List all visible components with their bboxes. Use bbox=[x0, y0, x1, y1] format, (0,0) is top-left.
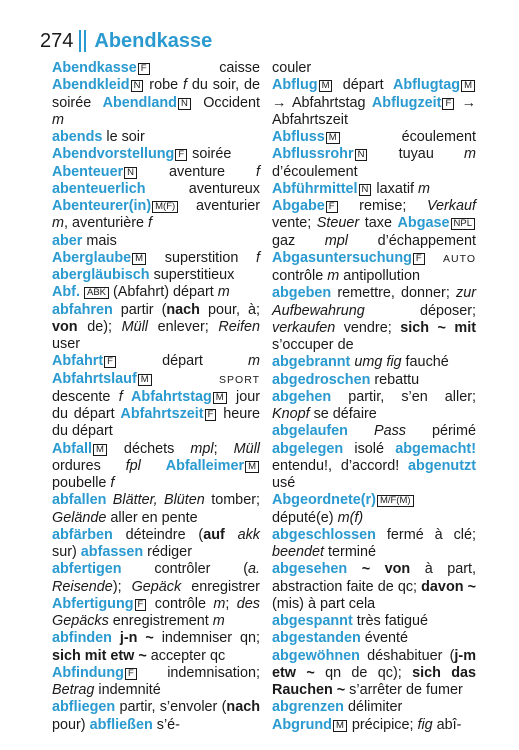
bold-text: ~ von bbox=[361, 561, 411, 578]
entry-text: déchets bbox=[107, 440, 191, 457]
headword: Abfahrtszeit bbox=[120, 406, 204, 422]
headword: Abfalleimer bbox=[165, 457, 245, 474]
dictionary-entry bbox=[272, 613, 476, 630]
gender-box: M bbox=[138, 374, 152, 386]
italic-text: akk bbox=[237, 526, 261, 543]
entry-text: fauché bbox=[401, 354, 449, 371]
italic-text: des Gepäcks bbox=[52, 595, 260, 629]
entry-text bbox=[141, 458, 166, 474]
entry-text: écoulement bbox=[340, 129, 476, 145]
italic-text: fig bbox=[417, 716, 433, 733]
italic-text: m bbox=[52, 111, 64, 128]
dictionary-entry bbox=[272, 389, 476, 424]
entry-text: taxe bbox=[359, 215, 398, 232]
entry-text: entendu!, d’accord! bbox=[272, 457, 409, 474]
gender-box: F bbox=[175, 149, 187, 161]
headword: Abenteurer(in) bbox=[52, 198, 152, 214]
entry-text: robe bbox=[144, 77, 183, 94]
dictionary-entry bbox=[52, 492, 260, 527]
italic-text: f bbox=[256, 163, 260, 180]
dictionary-entry bbox=[272, 527, 476, 562]
dictionary-entry bbox=[52, 129, 260, 146]
entry-text: (Abfahrt) départ bbox=[109, 284, 218, 301]
headword: abgehen bbox=[272, 388, 332, 405]
headword: Abendkleid bbox=[52, 77, 130, 94]
headword: abergläubisch bbox=[52, 267, 150, 283]
headword: abgeben bbox=[272, 285, 332, 302]
entry-text: d’échappement bbox=[348, 232, 476, 249]
dictionary-entry bbox=[52, 699, 260, 734]
headword: abgemacht! bbox=[395, 440, 476, 457]
bold-text: j-n ~ bbox=[119, 630, 154, 647]
headword: abgestanden bbox=[272, 630, 361, 647]
headword: Abendvorstellung bbox=[52, 146, 175, 163]
dictionary-entry bbox=[272, 717, 476, 734]
bold-text: nach bbox=[226, 699, 260, 716]
entry-text: remise; bbox=[338, 198, 427, 214]
headword: abgelaufen bbox=[272, 423, 348, 440]
italic-text: m(f) bbox=[337, 509, 364, 526]
page-number: 274 bbox=[40, 29, 74, 52]
entry-text: tomber; bbox=[204, 492, 260, 509]
italic-text: a. Reisende bbox=[52, 561, 260, 595]
bold-text: nach bbox=[166, 301, 200, 318]
headword: abgespannt bbox=[272, 613, 353, 629]
dictionary-entry bbox=[272, 423, 476, 492]
headword: Abfluss bbox=[272, 129, 325, 145]
italic-text: Verkauf bbox=[426, 198, 476, 214]
entry-text: descente bbox=[52, 388, 119, 405]
entry-text: rebattu bbox=[370, 371, 420, 388]
entry-text: député(e) bbox=[272, 509, 338, 526]
headword: Abenteuer bbox=[52, 163, 124, 180]
headword: Abfall bbox=[52, 440, 92, 457]
italic-text: Betrag bbox=[52, 682, 95, 698]
entry-text: enregistrer bbox=[181, 578, 260, 595]
headword: abends bbox=[52, 129, 103, 145]
gender-box: F bbox=[104, 356, 116, 368]
gender-box: N bbox=[178, 98, 191, 110]
headword: aber bbox=[52, 232, 83, 249]
dictionary-entry bbox=[52, 284, 260, 301]
dictionary-entry bbox=[52, 233, 260, 250]
entry-text: de); bbox=[77, 318, 122, 335]
headword: abfahren bbox=[52, 301, 113, 318]
entry-text: ; bbox=[213, 440, 234, 457]
entry-text: sur) bbox=[52, 544, 81, 560]
gender-box: M bbox=[333, 720, 347, 732]
gender-box: F bbox=[135, 599, 147, 611]
headword: abgedroschen bbox=[272, 371, 371, 388]
gender-box: F bbox=[138, 63, 150, 75]
dictionary-entry bbox=[272, 492, 476, 527]
italic-text: f bbox=[148, 215, 152, 232]
entry-text: pour) bbox=[52, 716, 90, 733]
entry-text: (mis) à part cela bbox=[272, 595, 376, 612]
dictionary-entry bbox=[52, 527, 260, 562]
headword: abgeschlossen bbox=[272, 526, 376, 543]
entry-text: aventurier bbox=[179, 198, 260, 214]
italic-text: verkaufen bbox=[272, 319, 336, 336]
right-column bbox=[272, 60, 476, 734]
headword: Abführmittel bbox=[272, 180, 358, 197]
entry-text: qn de qc); bbox=[314, 664, 413, 681]
gender-box: N bbox=[359, 184, 372, 196]
entry-text: fermé à clé; bbox=[375, 526, 476, 543]
dictionary-entry bbox=[272, 129, 476, 181]
dictionary-entry bbox=[272, 372, 476, 389]
dictionary-entry bbox=[52, 353, 260, 440]
headword: Aberglaube bbox=[52, 249, 132, 266]
entry-text bbox=[225, 527, 238, 543]
dictionary-entry bbox=[272, 354, 476, 371]
headword: abgelegen bbox=[272, 440, 344, 457]
gender-box: M bbox=[213, 392, 227, 404]
entry-text: pour, à; bbox=[199, 301, 260, 318]
italic-text: m bbox=[418, 180, 431, 197]
entry-text: se défaire bbox=[309, 406, 377, 422]
dictionary-entry bbox=[52, 665, 260, 700]
italic-text: mpl bbox=[190, 440, 214, 457]
headword: abfinden bbox=[52, 630, 112, 647]
left-column bbox=[52, 60, 260, 734]
headword: Abf. bbox=[52, 284, 80, 301]
entry-text: mais bbox=[82, 232, 117, 249]
dictionary-entry bbox=[272, 630, 476, 647]
entry-text: vendre; bbox=[335, 319, 401, 336]
italic-text: Pass bbox=[373, 423, 406, 440]
italic-text: f bbox=[118, 388, 123, 405]
headword: abfliegen bbox=[52, 699, 116, 716]
bold-text: davon ~ bbox=[421, 578, 477, 595]
header-divider bbox=[79, 30, 86, 52]
entry-text: départ bbox=[333, 77, 393, 94]
entry-text: s’occuper de bbox=[272, 337, 354, 353]
gender-box: M bbox=[319, 80, 333, 92]
italic-text: Reifen bbox=[218, 318, 260, 335]
headword: abfassen bbox=[80, 544, 144, 560]
entry-text: indemniser qn; bbox=[153, 630, 261, 647]
italic-text: Blätter, Blüten bbox=[112, 492, 205, 509]
headword: Abgrund bbox=[272, 716, 332, 733]
entry-text: s’arrêter de fumer bbox=[345, 682, 463, 698]
entry-text: partir ( bbox=[112, 301, 167, 318]
entry-text: partir, s’envoler ( bbox=[115, 699, 227, 716]
italic-text: m bbox=[248, 353, 260, 370]
entry-text: aller en pente bbox=[106, 509, 198, 526]
italic-text: Gepäck bbox=[131, 578, 182, 595]
entry-text: → Abfahrtstag bbox=[272, 94, 372, 111]
headword: abgewöhnen bbox=[272, 647, 360, 664]
entry-text: contrôler ( bbox=[121, 561, 248, 578]
italic-text: m bbox=[52, 215, 64, 232]
bold-text: auf bbox=[203, 526, 225, 543]
entry-text: laxatif bbox=[372, 180, 419, 197]
gender-box: NPL bbox=[451, 218, 475, 230]
italic-text: m bbox=[464, 146, 476, 163]
entry-text: vente; bbox=[272, 215, 317, 232]
entry-text: → Abfahrtszeit bbox=[272, 94, 476, 128]
italic-text: f bbox=[256, 249, 260, 266]
dictionary-entry bbox=[272, 285, 476, 354]
headword: Abflugtag bbox=[392, 77, 461, 94]
gender-box: M/F(M) bbox=[377, 495, 414, 507]
entry-text bbox=[347, 561, 362, 577]
dictionary-entry bbox=[52, 60, 260, 129]
dictionary-entry bbox=[52, 561, 260, 630]
headword: Abflugzeit bbox=[371, 94, 442, 111]
abbreviation-box: ABK bbox=[84, 287, 109, 299]
dictionary-entry bbox=[272, 77, 476, 129]
italic-text: Müll bbox=[233, 440, 260, 457]
entry-text: aventureux bbox=[145, 180, 260, 197]
entry-text: couler bbox=[272, 60, 312, 76]
italic-text: Knopf bbox=[272, 406, 310, 422]
gender-box: F bbox=[442, 98, 454, 110]
guideword: Abendkasse bbox=[94, 29, 213, 52]
dictionary-entry bbox=[52, 630, 260, 665]
entry-text: délimiter bbox=[343, 699, 403, 716]
gender-box: M bbox=[326, 132, 340, 144]
entry-text: déposer; bbox=[364, 302, 476, 319]
italic-text: Gelände bbox=[52, 509, 107, 526]
dictionary-entry bbox=[272, 699, 476, 716]
entry-text: superstitieux bbox=[149, 267, 235, 283]
entry-text: déshabituer ( bbox=[359, 647, 455, 664]
entry-text: Occident bbox=[191, 94, 260, 111]
headword: abenteuerlich bbox=[52, 180, 146, 197]
entry-text: gaz bbox=[272, 232, 325, 249]
entry-text: contrôle bbox=[272, 268, 328, 284]
entry-text: abî- bbox=[432, 716, 462, 733]
domain-label: AUTO bbox=[443, 252, 476, 265]
entry-text: d’écoulement bbox=[272, 163, 358, 180]
entry-text: à part, abstraction faite de qc; bbox=[272, 561, 477, 595]
dictionary-entry bbox=[272, 561, 476, 613]
entry-text: indemnité bbox=[94, 682, 161, 698]
bold-text: sich ~ mit bbox=[400, 319, 476, 336]
entry-text: user bbox=[52, 336, 80, 352]
entry-text: , aventurière bbox=[64, 215, 148, 232]
italic-text: Steuer bbox=[316, 215, 360, 232]
headword: abgenutzt bbox=[408, 457, 476, 474]
entry-text: indemnisation; bbox=[137, 664, 260, 681]
headword: abfallen bbox=[52, 492, 107, 509]
headword: abfließen bbox=[89, 716, 153, 733]
headword: abgebrannt bbox=[272, 354, 351, 371]
entry-text bbox=[112, 630, 120, 646]
italic-text: Müll bbox=[121, 318, 148, 335]
entry-text: isolé bbox=[343, 440, 396, 457]
entry-text: terminé bbox=[324, 544, 377, 560]
headword: Abgabe bbox=[272, 198, 325, 214]
dictionary-entry bbox=[52, 164, 260, 233]
entry-text: antipollution bbox=[339, 268, 421, 284]
italic-text: f bbox=[110, 475, 115, 491]
entry-text: enregistrement bbox=[108, 613, 213, 629]
gender-box: F bbox=[413, 253, 425, 265]
italic-text: m bbox=[327, 268, 340, 284]
gender-box: M bbox=[93, 444, 107, 456]
italic-text: umg fig bbox=[354, 354, 402, 371]
gender-box: F bbox=[326, 201, 338, 213]
gender-box: N bbox=[131, 80, 144, 92]
dictionary-entry bbox=[52, 250, 260, 285]
headword: Abgasuntersuchung bbox=[272, 249, 412, 266]
entry-text: superstition bbox=[147, 249, 256, 266]
entry-text: usé bbox=[272, 475, 296, 491]
dictionary-entry bbox=[52, 146, 260, 163]
entry-text: très fatigué bbox=[352, 613, 428, 629]
bold-text: sich mit etw ~ bbox=[52, 647, 147, 664]
headword: Abgase bbox=[397, 215, 450, 232]
dictionary-entry bbox=[272, 198, 476, 285]
entry-text: éventé bbox=[360, 630, 408, 647]
headword: Abfahrtstag bbox=[131, 388, 212, 405]
entry-text: contrôle bbox=[147, 595, 214, 612]
gender-box: M bbox=[245, 461, 259, 473]
headword: Abendkasse bbox=[52, 60, 137, 76]
entry-text: le soir bbox=[102, 129, 145, 145]
entry-text: remettre, donner; bbox=[331, 285, 456, 302]
entry-text: ; bbox=[225, 595, 237, 612]
headword: Abgeordnete(r) bbox=[272, 492, 376, 509]
italic-text: f bbox=[182, 77, 187, 94]
entry-text: s’é- bbox=[152, 716, 180, 733]
headword: Abflug bbox=[272, 77, 318, 94]
italic-text: m bbox=[217, 284, 230, 301]
entry-text: rédiger bbox=[143, 544, 192, 560]
entry-text: départ bbox=[116, 353, 248, 370]
entry-text: tuyau bbox=[368, 146, 464, 163]
headword: Abfahrtslauf bbox=[52, 370, 137, 387]
bold-text: sich das Rauchen ~ bbox=[272, 664, 477, 698]
domain-label: SPORT bbox=[219, 373, 260, 386]
headword: abfertigen bbox=[52, 561, 122, 578]
dictionary-entry bbox=[52, 441, 260, 493]
entry-text: déteindre ( bbox=[112, 526, 204, 543]
entry-text bbox=[153, 371, 219, 387]
entry-text: périmé bbox=[405, 423, 476, 440]
gender-box: N bbox=[124, 167, 137, 179]
headword: Abflussrohr bbox=[272, 146, 354, 163]
entry-text: aventure bbox=[138, 163, 256, 180]
entry-text: du soir, de soirée bbox=[52, 77, 260, 111]
entry-text: accepter qc bbox=[146, 647, 226, 664]
bold-text: j-m etw ~ bbox=[272, 647, 476, 681]
italic-text: zur Aufbewahrung bbox=[272, 285, 476, 319]
entry-text bbox=[426, 250, 443, 266]
entry-text: ); bbox=[112, 578, 132, 595]
entry-text: enlever; bbox=[147, 318, 219, 335]
gender-box: M bbox=[132, 253, 146, 265]
italic-text: beendet bbox=[272, 544, 325, 560]
headword: abgesehen bbox=[272, 561, 348, 578]
dictionary-entry bbox=[52, 302, 260, 354]
italic-text: fpl bbox=[125, 457, 141, 474]
entry-text: caisse bbox=[150, 60, 260, 76]
entry-text bbox=[348, 423, 374, 439]
entry-text: ordures bbox=[52, 457, 126, 474]
headword: Abfindung bbox=[52, 664, 124, 681]
italic-text: mpl bbox=[324, 232, 348, 249]
gender-box: M bbox=[461, 80, 475, 92]
entry-text: soirée bbox=[188, 146, 232, 163]
entry-text bbox=[123, 389, 131, 405]
headword: abgrenzen bbox=[272, 699, 344, 716]
entry-text: heure du départ bbox=[52, 406, 260, 440]
headword: Abfahrt bbox=[52, 353, 104, 370]
headword: abfärben bbox=[52, 526, 113, 543]
headword: Abendland bbox=[102, 94, 177, 111]
bold-text: von bbox=[52, 318, 78, 335]
headword: Abfertigung bbox=[52, 595, 134, 612]
page-header bbox=[40, 26, 212, 56]
entry-text: poubelle bbox=[52, 475, 111, 491]
dictionary-entry bbox=[272, 648, 476, 700]
entry-text: jour du départ bbox=[52, 388, 261, 422]
entry-text: précipice; bbox=[347, 716, 418, 733]
italic-text: m bbox=[213, 595, 226, 612]
gender-box: F bbox=[205, 409, 217, 421]
gender-box: N bbox=[355, 149, 368, 161]
dictionary-entry bbox=[272, 181, 476, 198]
gender-box: M(F) bbox=[152, 201, 178, 213]
gender-box: F bbox=[125, 668, 137, 680]
italic-text: m bbox=[212, 613, 225, 629]
entry-text: partir, s’en aller; bbox=[331, 388, 476, 405]
dictionary-entry bbox=[272, 60, 476, 77]
